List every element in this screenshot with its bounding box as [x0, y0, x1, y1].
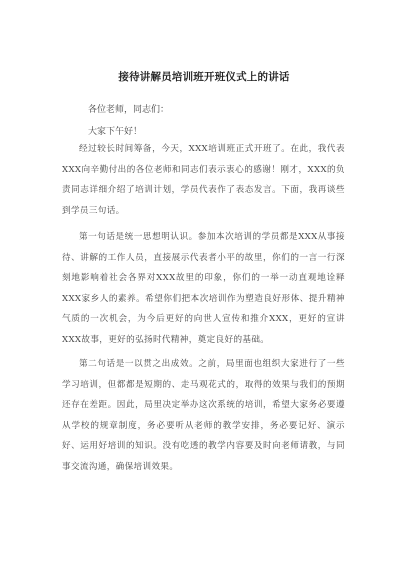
paragraph-second-point: 第二句话是一以贯之出成效。之前，局里面也组织大家进行了一些学习培训，但都都是短期的、走马观花式的，取得的效果与我们的预期还存在差距。因此，局里决定举办这次系统的培训，希望大家务必要遵从学校的规章制度，务必要听从老师的教学安排，务必要记好、演示好、运用好培训的知识。没有吃透的教学内容要及时向老师请教，与同事交流沟通，确保培训效果。: [62, 359, 345, 472]
paragraph-first-point: 第一句话是统一思想明认识。参加本次培训的学员都是XXX从事接待、讲解的工作人员，直接展示代表者小平的故里，你们的一言一行深刻地影响着社会各界对XXX故里的印象，你们的一举一动直观地诠释XXX家乡人的素养。希望你们把本次培训作为塑造良好形体、提升精神气质的一次机会，为今后更好的向世人宣传和推介XXX，更好的宣讲XXX故事，更好的弘扬时代精神，奠定良好的基础。: [62, 232, 345, 345]
salutation: 各位老师，同志们：: [88, 105, 170, 115]
document-title: 接待讲解员培训班开班仪式上的讲话: [118, 71, 290, 83]
greeting: 大家下午好！: [88, 127, 143, 137]
paragraph-opening: 经过较长时间筹备，今天，XXX培训班正式开班了。在此，我代表XXX向辛勤付出的各位老师和同志们表示衷心的感谢！刚才，XXX的负责同志详细介绍了培训计划，学员代表作了表态发言。下面，我再谈些到学员三句话。: [62, 144, 345, 216]
